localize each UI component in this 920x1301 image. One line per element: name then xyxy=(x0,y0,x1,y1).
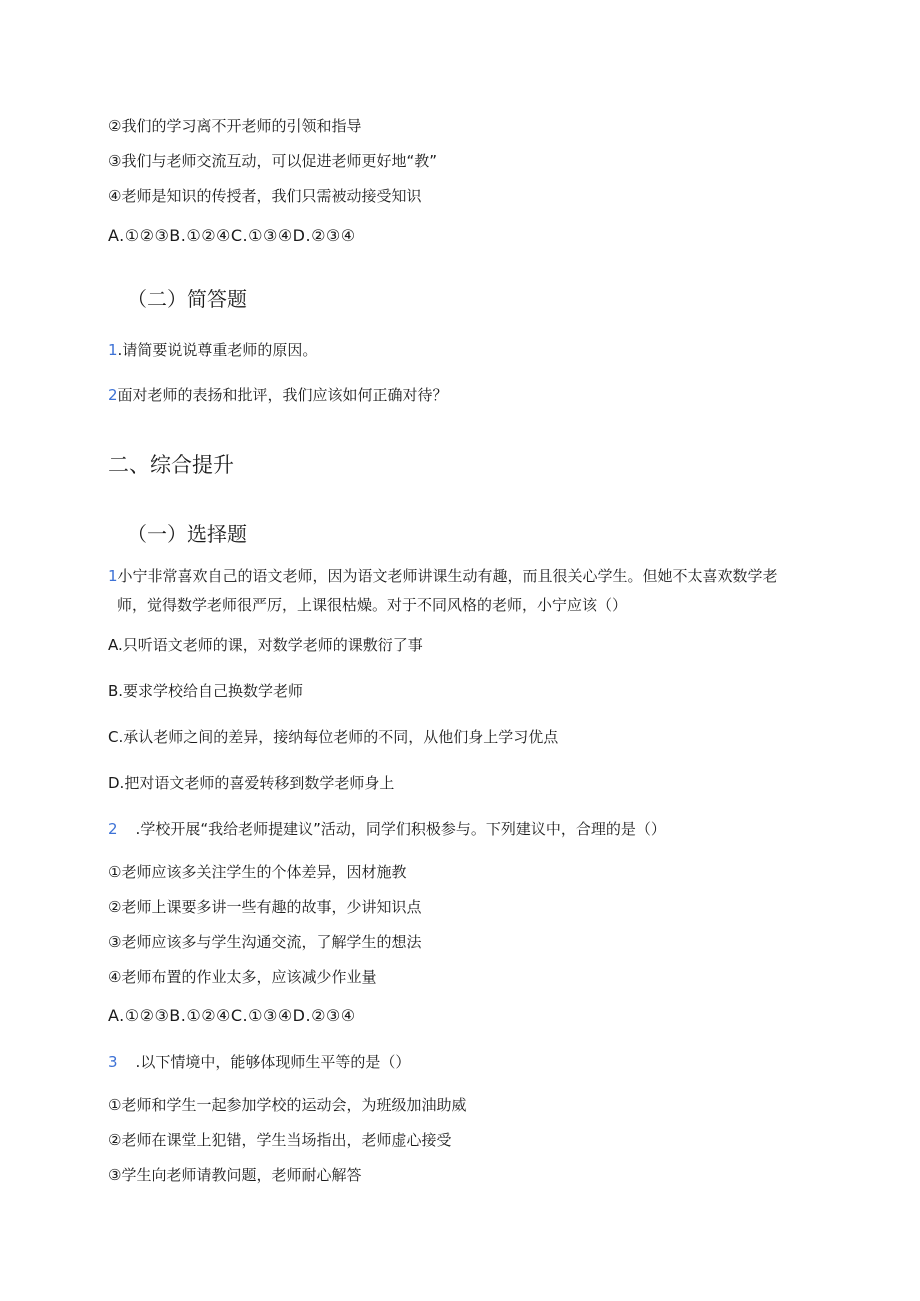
question-number: 2 xyxy=(108,386,118,404)
statement-item-3: ③老师应该多与学生沟通交流，了解学生的想法 xyxy=(108,933,422,951)
question-text-continued: 师，觉得数学老师很严厉，上课很枯燥。对于不同风格的老师，小宁应该（） xyxy=(117,596,628,614)
question-text: .请简要说说尊重老师的原因。 xyxy=(117,341,318,359)
option-d: D.把对语文老师的喜爱转移到数学老师身上 xyxy=(108,774,395,792)
statement-item-1: ①老师应该多关注学生的个体差异，因材施教 xyxy=(108,863,407,881)
question-number: 1 xyxy=(108,567,118,585)
choice-question-3 xyxy=(108,1052,410,1072)
short-answer-heading: （二）简答题 xyxy=(127,287,247,311)
question-text: .以下情境中，能够体现师生平等的是（） xyxy=(135,1053,411,1071)
statement-item-1: ①老师和学生一起参加学校的运动会，为班级加油助威 xyxy=(108,1096,467,1114)
choice-question-1 xyxy=(108,566,778,586)
answer-options: A.①②③B.①②④C.①③④D.②③④ xyxy=(108,1006,356,1025)
statement-item-3: ③我们与老师交流互动，可以促进老师更好地“教” xyxy=(108,152,437,170)
section-heading: 二、综合提升 xyxy=(108,453,234,477)
choice-heading: （一）选择题 xyxy=(127,522,247,546)
short-answer-question-2 xyxy=(108,385,448,405)
statement-item-2: ②我们的学习离不开老师的引领和指导 xyxy=(108,117,362,135)
statement-item-2: ②老师在课堂上犯错，学生当场指出，老师虚心接受 xyxy=(108,1131,452,1149)
question-text: 小宁非常喜欢自己的语文老师，因为语文老师讲课生动有趣，而且很关心学生。但她不太喜欢数学老 xyxy=(117,567,778,585)
statement-item-3: ③学生向老师请教问题，老师耐心解答 xyxy=(108,1166,362,1184)
option-b: B.要求学校给自己换数学老师 xyxy=(108,682,304,700)
statement-item-4: ④老师布置的作业太多，应该减少作业量 xyxy=(108,968,377,986)
choice-question-2 xyxy=(108,819,666,839)
question-number: 2 xyxy=(108,820,118,838)
question-text: .学校开展“我给老师提建议”活动，同学们积极参与。下列建议中，合理的是（） xyxy=(135,820,666,838)
short-answer-question-1 xyxy=(108,340,317,360)
option-a: A.只听语文老师的课，对数学老师的课敷衍了事 xyxy=(108,636,423,654)
statement-item-4: ④老师是知识的传授者，我们只需被动接受知识 xyxy=(108,187,422,205)
option-c: C.承认老师之间的差异，接纳每位老师的不同，从他们身上学习优点 xyxy=(108,728,559,746)
question-number: 1 xyxy=(108,341,118,359)
question-text: 面对老师的表扬和批评，我们应该如何正确对待？ xyxy=(117,386,448,404)
statement-item-2: ②老师上课要多讲一些有趣的故事，少讲知识点 xyxy=(108,898,422,916)
answer-options: A.①②③B.①②④C.①③④D.②③④ xyxy=(108,226,356,245)
question-number: 3 xyxy=(108,1053,118,1071)
